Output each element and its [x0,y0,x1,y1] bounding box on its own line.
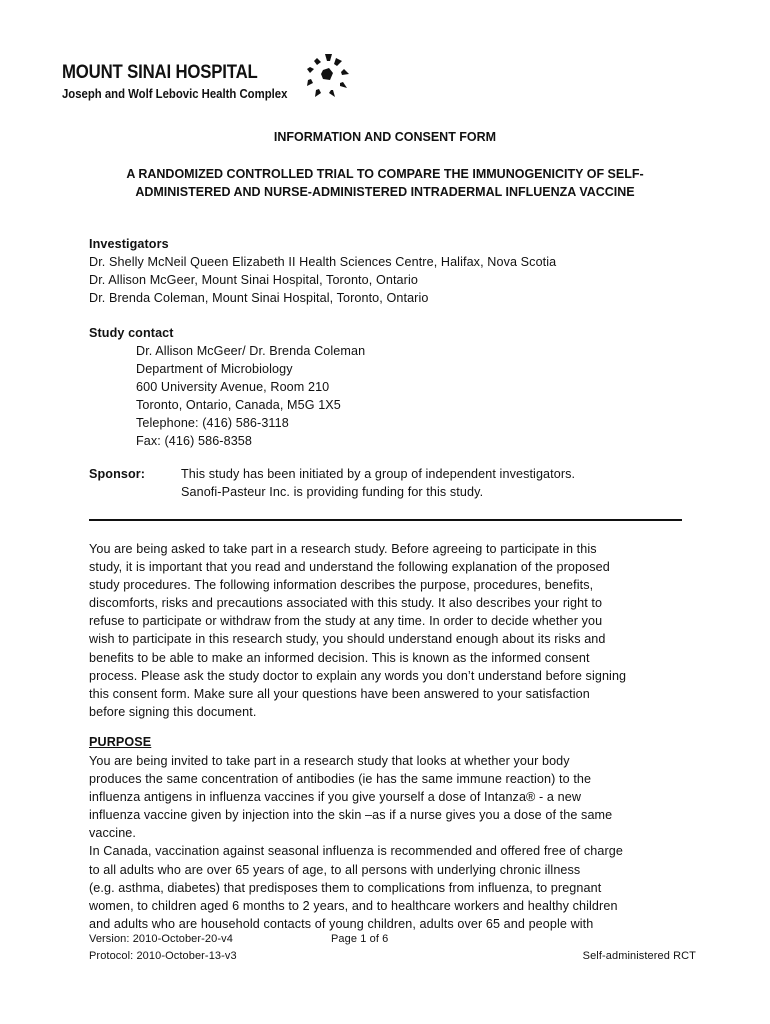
investigator-item: Dr. Allison McGeer, Mount Sinai Hospital, Toronto, Ontario [89,273,418,287]
paragraph-line: discomforts, risks and precautions associated with this study. It also describes your right to [89,596,603,611]
paragraph-line: benefits to be able to make an informed decision. This is known as the informed consent [89,650,590,665]
paragraph-line: vaccine. [89,826,136,841]
study-contact-line: Department of Microbiology [136,362,293,376]
trial-title-line-2: ADMINISTERED AND NURSE-ADMINISTERED INTRADERMAL INFLUENZA VACCINE [135,185,635,199]
paragraph-line: wish to participate in this research study, you should understand enough about its risks and [89,632,606,647]
paragraph-line: You are being invited to take part in a research study that looks at whether your body [89,754,570,768]
investigator-item: Dr. Brenda Coleman, Mount Sinai Hospital, Toronto, Ontario [89,291,429,305]
trial-title-line-1: A RANDOMIZED CONTROLLED TRIAL TO COMPARE THE IMMUNOGENICITY OF SELF- [126,167,644,181]
section-divider [89,519,682,521]
paragraph-line: women, to children aged 6 months to 2 years, and to healthcare workers and healthy children [89,898,618,913]
study-contact-line: Toronto, Ontario, Canada, M5G 1X5 [136,398,341,412]
paragraph-line: before signing this document. [89,704,257,719]
paragraph-line: process. Please ask the study doctor to explain any words you don’t understand before signing [89,668,627,683]
footer-protocol: Protocol: 2010-October-13-v3 [89,950,237,962]
footer-page-number: Page 1 of 6 [331,933,389,945]
paragraph-line: study procedures. The following information describes the purpose, procedures, benefits, [89,578,594,593]
footer-version: Version: 2010-October-20-v4 [89,933,233,945]
investigator-item: Dr. Shelly McNeil Queen Elizabeth II Health Sciences Centre, Halifax, Nova Scotia [89,255,557,269]
paragraph-line: study, it is important that you read and understand the following explanation of the proposed [89,560,610,575]
paragraph-line: influenza antigens in influenza vaccines if you give yourself a dose of Intanza® - a new [89,790,582,805]
study-contact-line: Fax: (416) 586-8358 [136,434,253,448]
study-contact-line: Telephone: (416) 586-3118 [136,416,289,430]
paragraph-line: and adults who are household contacts of young children, adults over 65 and people with [89,916,594,931]
footer-document-type: Self-administered RCT [582,950,696,962]
purpose-paragraph [89,752,689,933]
logo-title: MOUNT SINAI HOSPITAL [62,61,258,83]
paragraph-line: You are being asked to take part in a research study. Before agreeing to participate in this [89,542,597,556]
intro-paragraph [89,540,689,721]
sponsor-line: Sanofi-Pasteur Inc. is providing funding for this study. [181,485,484,499]
paragraph-line: In Canada, vaccination against seasonal influenza is recommended and offered free of charge [89,844,623,859]
paragraph-line: refuse to participate or withdraw from the study at any time. In order to decide whether you [89,614,603,629]
sinai-star-logo-icon [305,52,351,100]
purpose-heading: PURPOSE [89,735,152,749]
logo-subtitle: Joseph and Wolf Lebovic Health Complex [62,86,288,101]
study-contact-line: 600 University Avenue, Room 210 [136,380,330,394]
investigators-heading: Investigators [89,237,169,251]
paragraph-line: this consent form. Make sure all your questions have been answered to your satisfaction [89,686,590,701]
sponsor-line: This study has been initiated by a group of independent investigators. [181,467,576,481]
paragraph-line: to all adults who are over 65 years of age, to all persons with underlying chronic illness [89,862,581,877]
hospital-logo [62,52,302,108]
paragraph-line: (e.g. asthma, diabetes) that predisposes them to complications from influenza, to pregnant [89,880,602,895]
paragraph-line: produces the same concentration of antibodies (ie has the same immune reaction) to the [89,772,592,787]
paragraph-line: influenza vaccine given by injection into the skin –as if a nurse gives you a dose of the same [89,808,613,823]
form-title: INFORMATION AND CONSENT FORM [273,130,497,144]
study-contact-heading: Study contact [89,326,174,340]
study-contact-line: Dr. Allison McGeer/ Dr. Brenda Coleman [136,344,366,358]
sponsor-label: Sponsor: [89,467,146,481]
